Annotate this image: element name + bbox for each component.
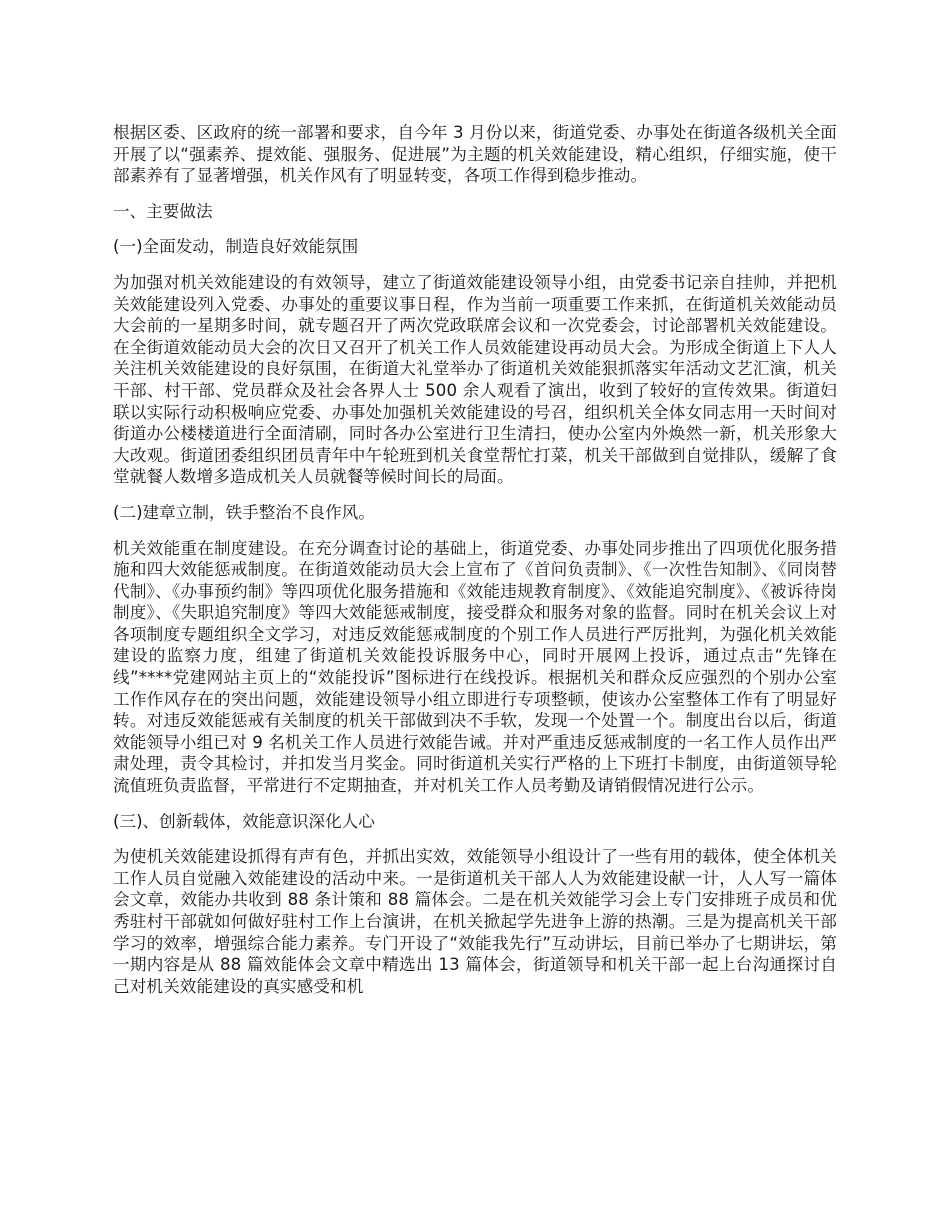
document-page [113, 122, 837, 1011]
subsection-heading-1: (一)全面发动，制造良好效能氛围 [113, 237, 359, 257]
paragraph-innovation: 为使机关效能建设抓得有声有色，并抓出实效，效能领导小组设计了一些有用的载体，使全体机关工作人员自觉融入效能建设的活动中来。一是街道机关干部人人为效能建设献一计，人人写一篇体会文章，效能办共收到 88 条计策和 88 篇体会。二是在机关效能学习会上专门安排班子成员和优秀驻村干部就如何做好驻村工作上台演讲，在机关掀起学先进争上游的热潮。三是为提高机关干部学习的效率，增强综合能力素养。专门开设了“效能我先行”互动讲坛，目前已举办了七期讲坛，第一期内容是从 88 篇效能体会文章中精选出 13 篇体会，街道领导和机关干部一起上台沟通探讨自己对机关效能建设的真实感受和机 [113, 847, 837, 996]
section-heading-main-practices: 一、主要做法 [113, 201, 213, 221]
subsection-heading-3: (三)、创新载体，效能意识深化人心 [113, 811, 375, 831]
subsection-heading-2: (二)建章立制，铁手整治不良作风。 [113, 502, 375, 522]
intro-paragraph: 根据区委、区政府的统一部署和要求，自今年 3 月份以来，街道党委、办事处在街道各级机关全面开展了以“强素养、提效能、强服务、促进展”为主题的机关效能建设，精心组织，仔细实施，使干部素养有了显著增强，机关作风有了明显转变，各项工作得到稳步推动。 [113, 123, 837, 186]
paragraph-rules: 机关效能重在制度建设。在充分调查讨论的基础上，街道党委、办事处同步推出了四项优化服务措施和四大效能惩戒制度。在街道效能动员大会上宣布了《首问负责制》、《一次性告知制》、《同岗替代制》、《办事预约制》等四项优化服务措施和《效能违规教育制度》、《效能追究制度》、《被诉待岗制度》、《失职追究制度》等四大效能惩戒制度，接受群众和服务对象的监督。同时在机关会议上对各项制度专题组织全文学习，对违反效能惩戒制度的个别工作人员进行严厉批判，为强化机关效能建设的监察力度，组建了街道机关效能投诉服务中心，同时开展网上投诉，通过点击“先锋在线”****党建网站主页上的“效能投诉”图标进行在线投诉。根据机关和群众反应强烈的个别办公室工作作风存在的突出问题，效能建设领导小组立即进行专项整顿，使该办公室整体工作有了明显好转。对违反效能惩戒有关制度的机关干部做到决不手软，发现一个处置一个。制度出台以后，街道效能领导小组已对 9 名机关工作人员进行效能告诫。并对严重违反惩戒制度的一名工作人员作出严肃处理，责令其检讨，并扣发当月奖金。同时街道机关实行严格的上下班打卡制度，由街道领导轮流值班负责监督，平常进行不定期抽查，并对机关工作人员考勤及请销假情况进行公示。 [113, 538, 837, 796]
paragraph-mobilization: 为加强对机关效能建设的有效领导，建立了街道效能建设领导小组，由党委书记亲自挂帅，并把机关效能建设列入党委、办事处的重要议事日程，作为当前一项重要工作来抓，在街道机关效能动员大会前的一星期多时间，就专题召开了两次党政联席会议和一次党委会，讨论部署机关效能建设。在全街道效能动员大会的次日又召开了机关工作人员效能建设再动员大会。为形成全街道上下人人关注机关效能建设的良好氛围，在街道大礼堂举办了街道机关效能狠抓落实年活动文艺汇演，机关干部、村干部、党员群众及社会各界人士 500 余人观看了演出，收到了较好的宣传效果。街道妇联以实际行动积极响应党委、办事处加强机关效能建设的号召，组织机关全体女同志用一天时间对街道办公楼楼道进行全面清刷，同时各办公室进行卫生清扫，使办公室内外焕然一新，机关形象大大改观。街道团委组织团员青年中午轮班到机关食堂帮忙打菜，机关干部做到自觉排队，缓解了食堂就餐人数增多造成机关人员就餐等候时间长的局面。 [113, 272, 837, 487]
